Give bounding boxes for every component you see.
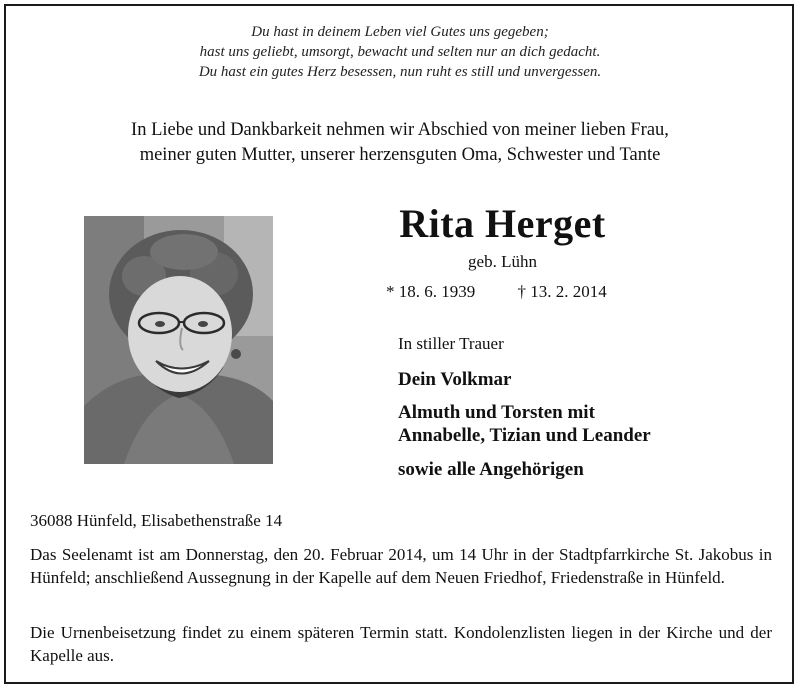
life-dates: [386, 282, 607, 302]
birth-date: * 18. 6. 1939: [386, 282, 476, 301]
poem-line: Du hast ein gutes Herz besessen, nun ruht es still und unvergessen.: [198, 64, 602, 80]
family-names: [398, 368, 651, 481]
family-line: Dein Volkmar: [398, 369, 512, 390]
intro-line: meiner guten Mutter, unserer herzensguten Oma, Schwester und Tante: [139, 145, 661, 165]
address: 36088 Hünfeld, Elisabethenstraße 14: [30, 511, 283, 530]
family-line: Almuth und Torsten mit: [398, 402, 595, 423]
poem-line: Du hast in deinem Leben viel Gutes uns gegeben;: [251, 24, 549, 40]
birth-name: geb. Lühn: [468, 252, 537, 271]
service-paragraph: Das Seelenamt ist am Donnerstag, den 20. Februar 2014, um 14 Uhr in der Stadtpfarrkirche St. Jakobus in Hünfeld; anschließend Aussegnung in der Kapelle auf dem Neuen Friedhof, Friedenstraße in Hünfeld.: [30, 545, 772, 587]
portrait-photo: [84, 216, 273, 464]
intro-line: In Liebe und Dankbarkeit nehmen wir Abschied von meiner lieben Frau,: [131, 120, 669, 140]
poem-line: hast uns geliebt, umsorgt, bewacht und selten nur an dich gedacht.: [199, 44, 601, 60]
poem: [0, 22, 800, 82]
mourning-label: In stiller Trauer: [398, 334, 504, 353]
burial-paragraph: Die Urnenbeisetzung findet zu einem späteren Termin statt. Kondolenzlisten liegen in der Kirche und der Kapelle aus.: [30, 623, 772, 665]
death-date: † 13. 2. 2014: [517, 282, 607, 301]
family-line: sowie alle Angehörigen: [398, 459, 584, 480]
portrait-illustration: [84, 216, 273, 464]
deceased-name: Rita Herget: [399, 201, 606, 246]
intro-text: [0, 118, 800, 168]
family-line: Annabelle, Tizian und Leander: [398, 425, 651, 446]
